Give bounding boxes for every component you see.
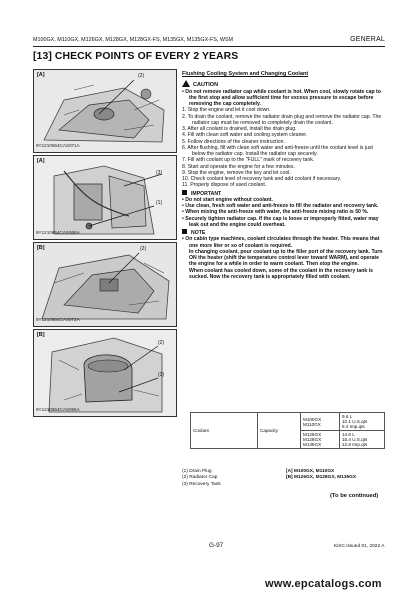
step-11: 11. Properly dispose of used coolant.	[182, 182, 267, 189]
figure-illustration	[34, 156, 176, 239]
step-8: 8. Start and operate the engine for a few minutes.	[182, 163, 295, 170]
important-label: IMPORTANT	[191, 190, 222, 197]
procedure-steps	[182, 107, 385, 188]
callout-2: (2)	[138, 73, 145, 79]
step-1: 1. Stop the engine and let it cool down.	[182, 107, 271, 114]
table-cell-models: M100GX M110GX	[301, 413, 340, 431]
step-2: 2. To drain the coolant, remove the radiator drain plug and remove the radiator cap. The radiator cap must be removed to completely drain the coolant.	[182, 113, 382, 126]
figure-recovery-tank-a	[33, 155, 177, 240]
important-item: • Use clean, fresh soft water and anti-freeze to fill the radiator and recovery tank.	[182, 203, 379, 209]
page-number: G-97	[209, 542, 224, 549]
step-5: 5. Follow directions of the cleaner instruction.	[182, 138, 285, 145]
legend-models	[286, 469, 356, 482]
important-item: • Securely tighten radiator cap. If the cap is loose or improperly fitted, water may leak out and the engine could overheat.	[182, 215, 379, 228]
section-title: [13] CHECK POINTS OF EVERY 2 YEARS	[33, 51, 239, 62]
callout-2: (2)	[140, 246, 147, 252]
note-item: • On cabin type machines, coolant circulates through the heater. This means that one more liter or so of coolant is required. In changing coolant, pour coolant up to the filler port of the recovery tank. Turn ON the heater (shift the temperature control lever toward WARM), and operate the engine for a while in order to warm coolant. Then stop the engine. When coolant has cooled down, some of the coolant in the recovery tank is sucked. Now the recovery tank is appropriately filled with coolant.	[182, 236, 383, 280]
procedure-block	[182, 71, 385, 280]
procedure-title: Flushing Cooling System and Changing Coolant	[182, 71, 309, 77]
figure-label: [B]	[37, 332, 45, 338]
callout-1: (1)	[156, 200, 163, 206]
table-cell-values: 9.6 L 10.1 U.S.qts 8.4 Imp.qts	[340, 413, 385, 431]
figure-code: 9Y1210664CAS066A	[36, 230, 80, 235]
figure-code: 9Y1210664CAS072A	[36, 317, 80, 322]
step-9: 9. Stop the engine, remove the key and let cool.	[182, 169, 291, 176]
header-section: GENERAL	[350, 36, 385, 43]
table-cell-coolant: Coolant	[191, 413, 258, 449]
callout-2: (2)	[158, 340, 165, 346]
legend-parts	[182, 469, 221, 488]
figure-illustration	[34, 330, 176, 416]
warning-triangle-icon	[182, 80, 190, 87]
figure-radiator-cap-b	[33, 242, 177, 327]
legend-item: [A] M100GX, M110GX	[286, 469, 335, 474]
continued-note: (To be continued)	[330, 493, 379, 499]
caution-label: CAUTION	[193, 82, 219, 89]
caution-heading	[182, 80, 385, 88]
figure-illustration	[34, 243, 176, 326]
figure-label: [B]	[37, 245, 45, 251]
note-heading	[182, 229, 385, 236]
header-models: M100GX, M110GX, M126GX, M128GX, M128GX-FS, M135GX, M135GX-FS, WSM	[33, 37, 234, 43]
step-10: 10. Check coolant level of recovery tank and add coolant if necessary.	[182, 176, 342, 182]
coolant-capacity-table	[190, 412, 385, 449]
legend-item: (3) Recovery Tank	[182, 481, 221, 487]
table-cell-capacity: Capacity	[258, 413, 301, 449]
figure-code: 9Y1210664CAS066A	[36, 407, 80, 412]
important-heading	[182, 190, 385, 197]
table-cell-models: M126GX M128GX M135GX	[301, 431, 340, 449]
legend-item: (2) Radiator Cap	[182, 475, 218, 481]
step-3: 3. After all coolant is drained, install the drain plug.	[182, 126, 297, 132]
legend-item: [B] M126GX, M128GX, M135GX	[286, 475, 357, 481]
figure-recovery-tank-b	[33, 329, 177, 417]
note-label: NOTE	[191, 230, 206, 236]
caution-item: • Do not remove radiator cap while coolant is hot. When cool, slowly rotate cap to the first stop and allow sufficient time for excess pressure to escape before removing the cap completely.	[182, 88, 381, 107]
watermark-link[interactable]: www.epcatalogs.com	[265, 578, 382, 590]
issue-info: KiSC issued 01, 2022 A	[334, 544, 385, 549]
header-divider	[33, 46, 385, 47]
step-4: 4. Fill with clean soft water and cooling system cleaner.	[182, 132, 308, 139]
callout-3: (3)	[158, 372, 165, 378]
callout-3: (3)	[156, 170, 163, 176]
figure-illustration	[34, 70, 176, 152]
figure-radiator-cap-a	[33, 69, 177, 153]
table-cell-values: 14.6 L 15.4 U.S.qts 12.8 Imp.qts	[340, 431, 385, 449]
figure-code: 9Y1210664CAS071A	[36, 143, 80, 148]
step-7: 7. Fill with coolant up to the "FULL" mark of recovery tank.	[182, 157, 315, 164]
figure-label: [A]	[37, 72, 45, 78]
step-6: 6. After flushing, fill with clean soft water and anti-freeze until the coolant level is just below the radiator cap. Install the radiator cap securely.	[182, 144, 373, 157]
figure-label: [A]	[37, 158, 45, 164]
table-row	[191, 413, 385, 431]
important-item: • When mixing the anti-freeze with water, the anti-freeze mixing ratio is 50 %.	[182, 209, 369, 216]
important-item: • Do not start engine without coolant.	[182, 196, 273, 203]
note-square-icon	[182, 229, 187, 234]
legend-item: (1) Drain Plug	[182, 469, 212, 474]
important-square-icon	[182, 190, 187, 195]
